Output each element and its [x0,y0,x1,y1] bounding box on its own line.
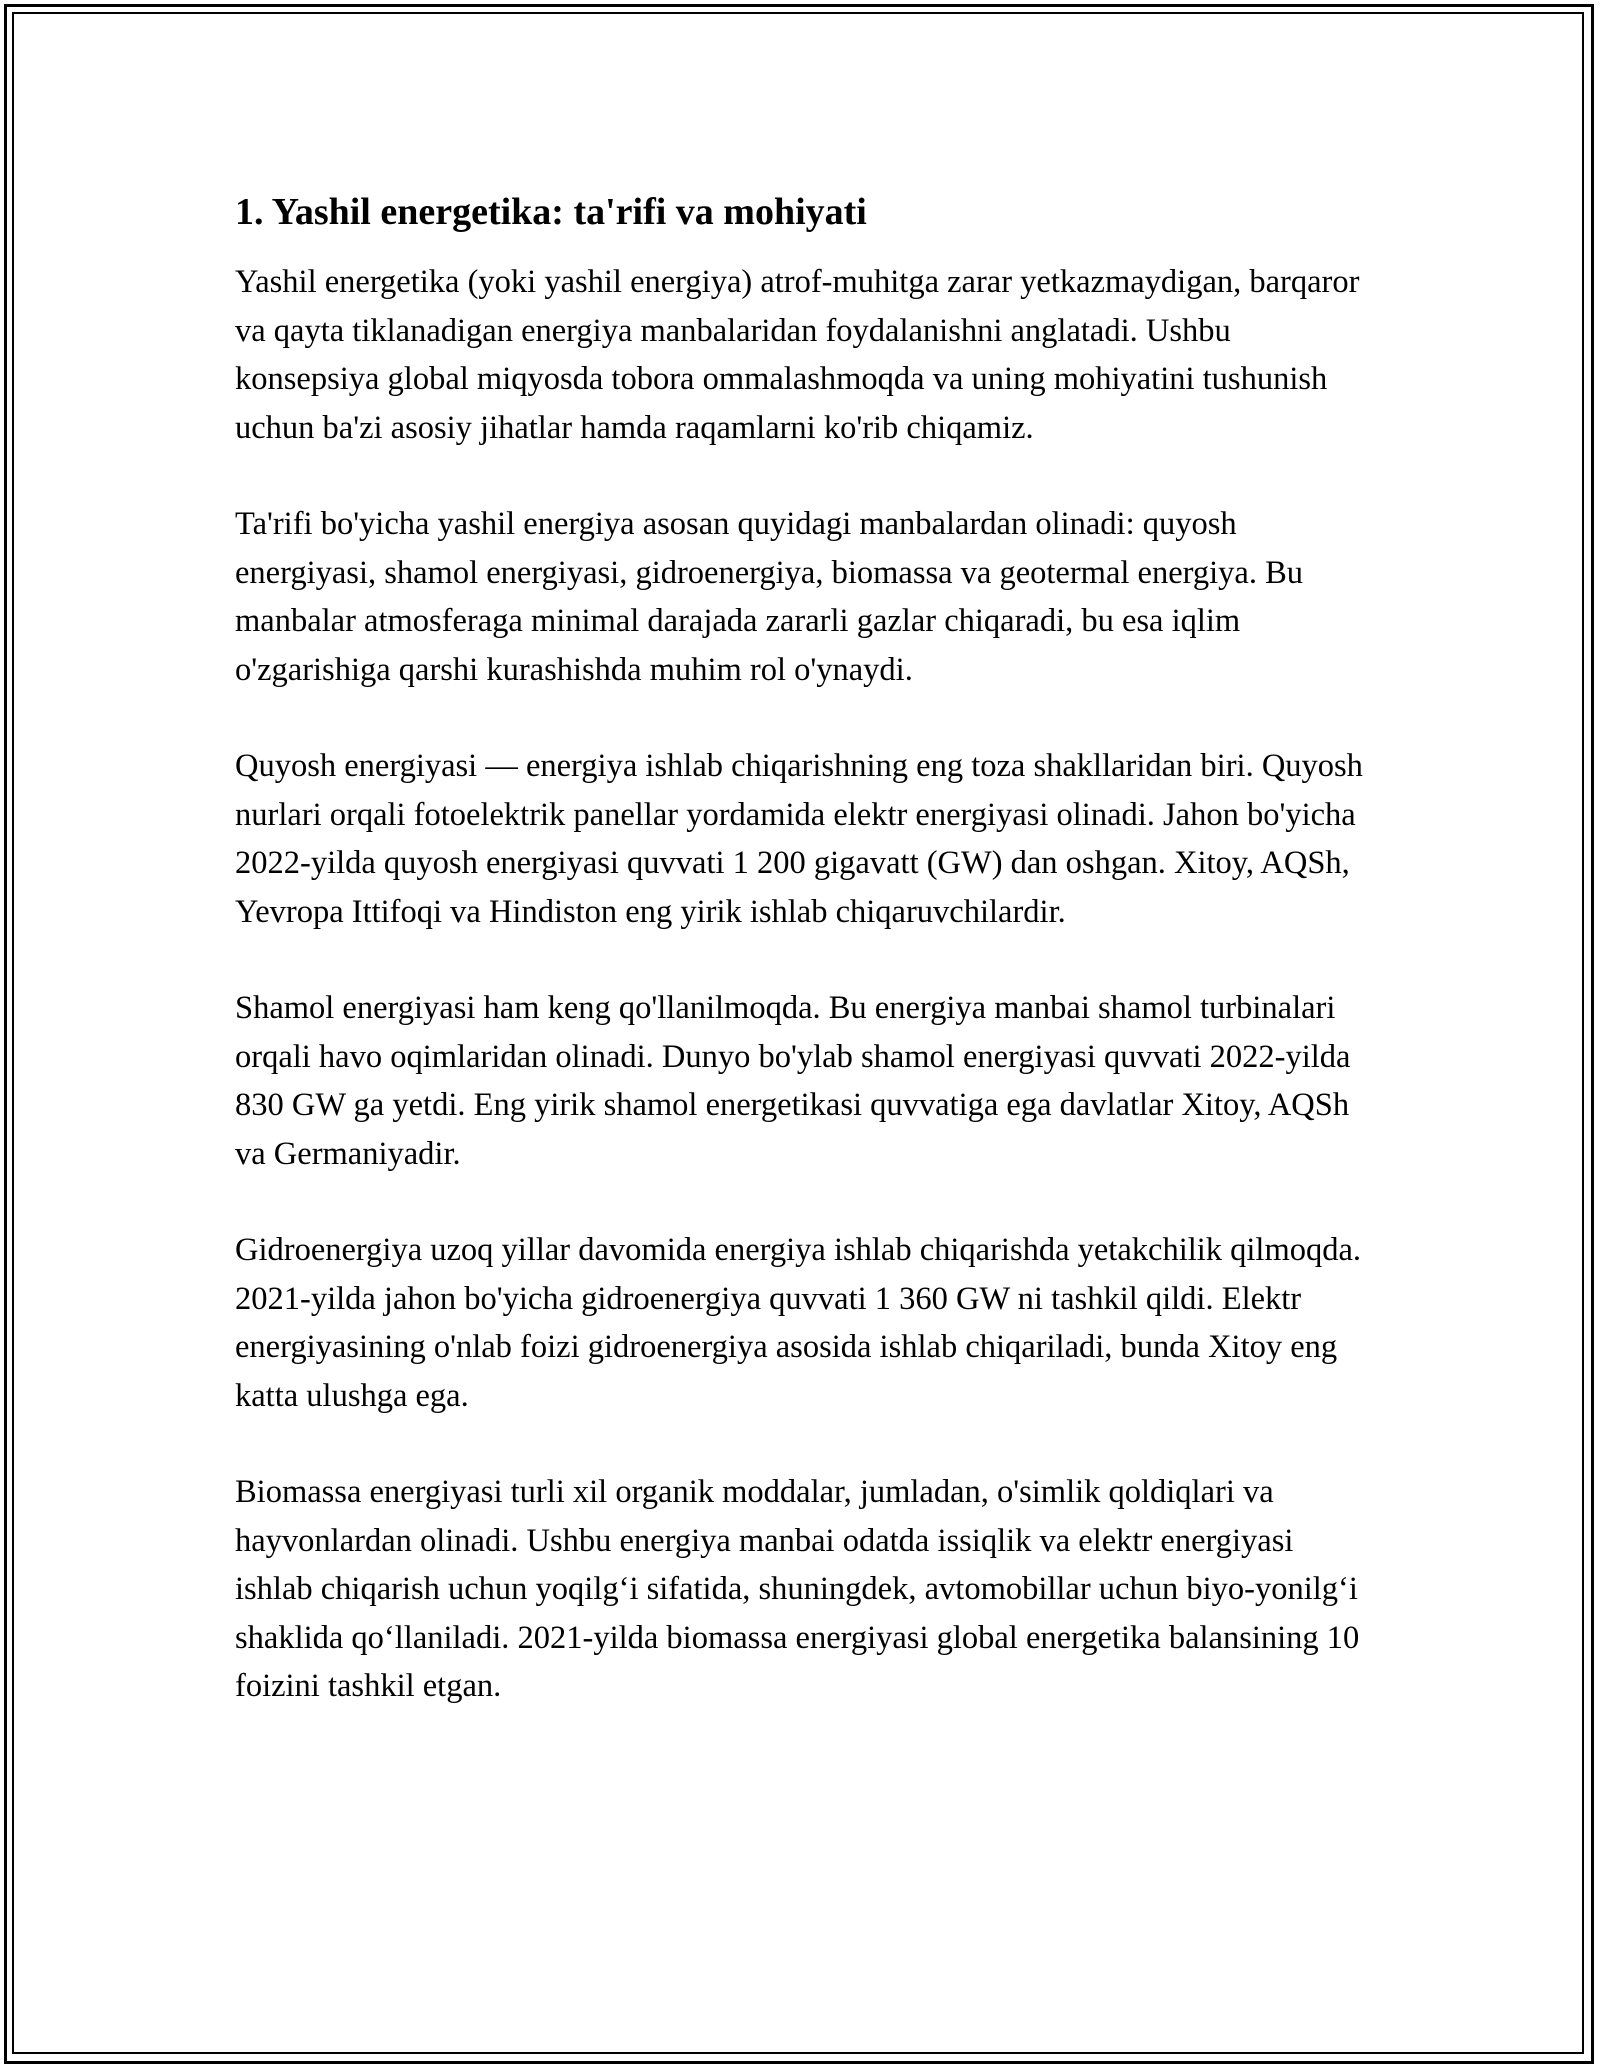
paragraph-hydro-energy: Gidroenergiya uzoq yillar davomida energiya ishlab chiqarishda yetakchilik qilmoqda. 2021-yilda jahon bo'yicha gidroenergiya quvvati 1 360 GW ni tashkil qildi. Elektr energiyasining o'nlab foizi gidroenergiya asosida ishlab chiqariladi, bunda Xitoy eng katta ulushga ega. [235,1232,1362,1414]
section-heading: 1. Yashil energetika: ta'rifi va mohiyati [235,191,867,233]
paragraph-wind-energy: Shamol energiyasi ham keng qo'llanilmoqda. Bu energiya manbai shamol turbinalari orqali havo oqimlaridan olinadi. Dunyo bo'ylab shamol energiyasi quvvati 2022-yilda 830 GW ga yetdi. Eng yirik shamol energetikasi quvvatiga ega davlatlar Xitoy, AQSh va Germaniyadir. [235,990,1351,1172]
document-body [235,186,1375,1759]
paragraph-biomass-energy: Biomassa energiyasi turli xil organik moddalar, jumladan, o'simlik qoldiqlari va hayvonlardan olinadi. Ushbu energiya manbai odatda issiqlik va elektr energiyasi ishlab chiqarish uchun yoqilg‘i sifatida, shuningdek, avtomobillar uchun biyo-yonilg‘i shaklida qo‘llaniladi. 2021-yilda biomassa energiyasi global energetika balansining 10 foizini tashkil etgan. [235,1474,1360,1704]
paragraph-definition-intro: Yashil energetika (yoki yashil energiya) atrof-muhitga zarar yetkazmaydigan, barqaror va qayta tiklanadigan energiya manbalaridan foydalanishni anglatadi. Ushbu konsepsiya global miqyosda tobora ommalashmoqda va uning mohiyatini tushunish uchun ba'zi asosiy jihatlar hamda raqamlarni ko'rib chiqamiz. [235,264,1360,446]
paragraph-energy-sources: Ta'rifi bo'yicha yashil energiya asosan quyidagi manbalardan olinadi: quyosh energiyasi, shamol energiyasi, gidroenergiya, biomassa va geotermal energiya. Bu manbalar atmosferaga minimal darajada zararli gazlar chiqaradi, bu esa iqlim o'zgarishiga qarshi kurashishda muhim rol o'ynaydi. [235,506,1303,688]
paragraph-solar-energy: Quyosh energiyasi — energiya ishlab chiqarishning eng toza shakllaridan biri. Quyosh nurlari orqali fotoelektrik panellar yordamida elektr energiyasi olinadi. Jahon bo'yicha 2022-yilda quyosh energiyasi quvvati 1 200 gigavatt (GW) dan oshgan. Xitoy, AQSh, Yevropa Ittifoqi va Hindiston eng yirik ishlab chiqaruvchilardir. [235,748,1363,930]
